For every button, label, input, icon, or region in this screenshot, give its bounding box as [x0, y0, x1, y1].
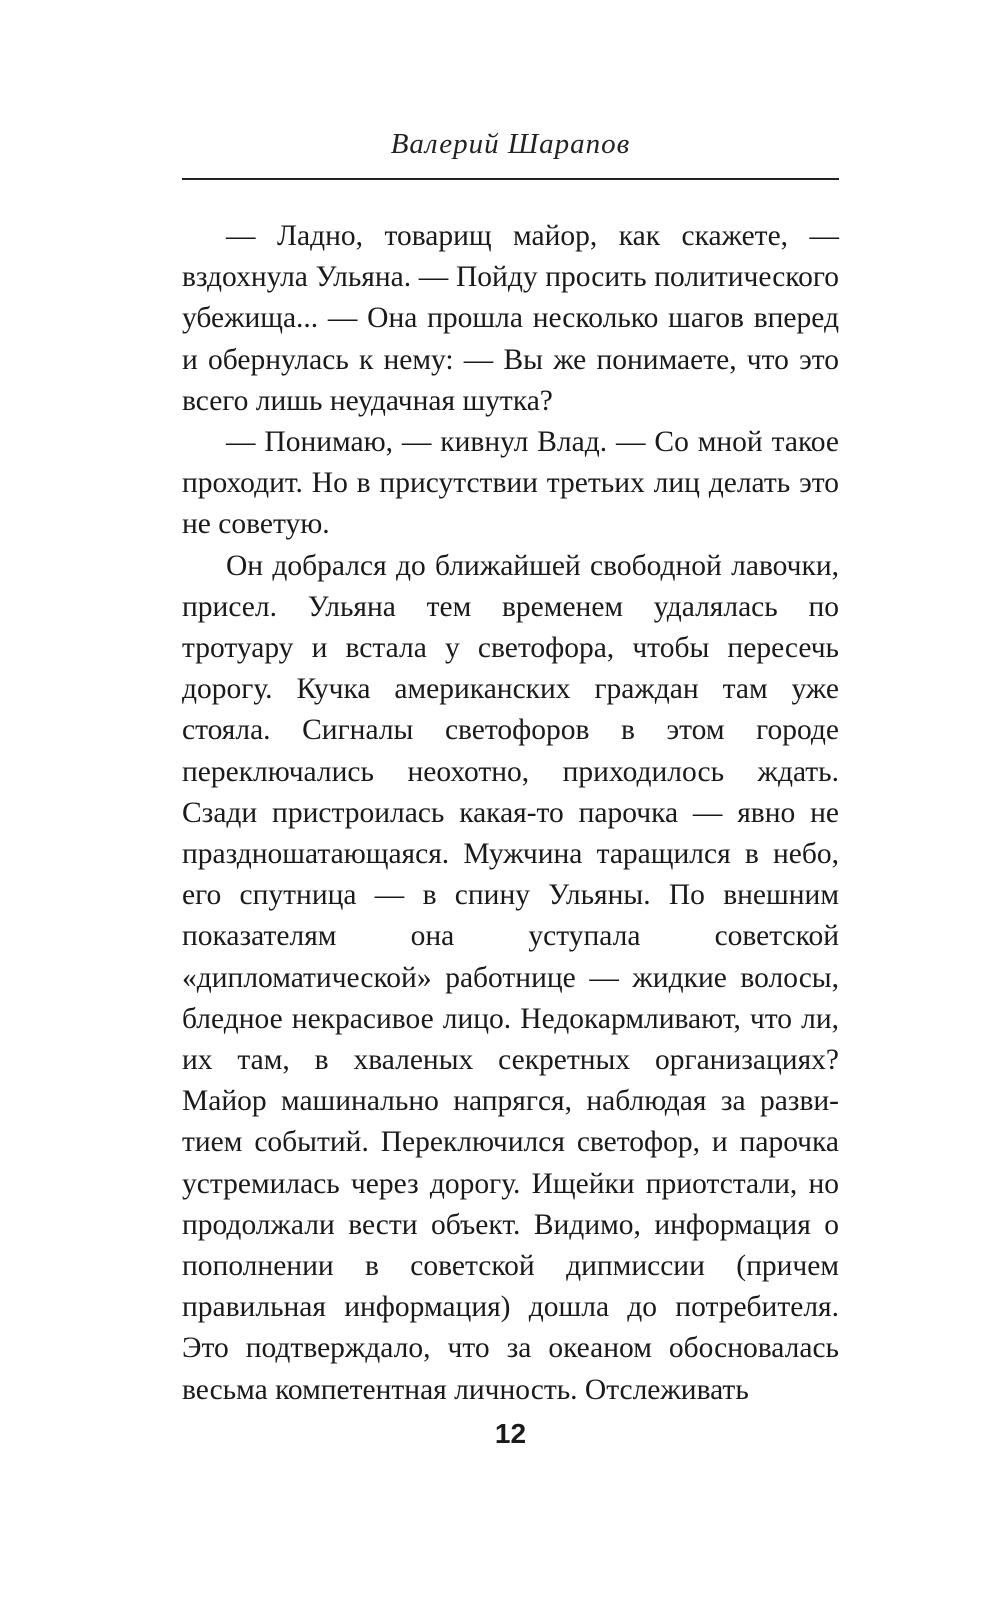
running-head-author: Валерий Шарапов	[390, 128, 631, 160]
paragraph: Он добрался до ближайшей свободной лавочки, присел. Ульяна тем временем удалялась по тротуару и встала у светофора, чтобы пересечь дорогу. Кучка американских граждан там уже стояла. Сигналы светофоров в этом городе переключались неохотно, приходилось ждать. Сзади пристроилась какая-то парочка — явно не праздношатающаяся. Мужчина таращился в небо, его спутница — в спину Ульяны. По внешним показателям она уступала советской «дипломатической» работнице — жидкие волосы, бледное некрасивое лицо. Недокармливают, что ли, их там, в хваленых секретных организациях? Майор машинально напрягся, наблюдая за развитием событий. Переключился светофор, и парочка устремилась через дорогу. Ищейки приотстали, но продолжали вести объект. Видимо, информация о пополнении в советской дипмиссии (причем правильная информация) дошла до потребителя. Это подтверждало, что за океаном обосновалась весьма компетентная личность. Отслеживать	[182, 549, 839, 1406]
header-rule	[182, 178, 839, 180]
page-number: 12	[494, 1418, 527, 1449]
paragraph: — Ладно, товарищ майор, как скажете, — вздохнула Ульяна. — Пойду просить политического убежища... — Она прошла несколько шагов вперед и обернулась к нему: — Вы же понимаете, что это всего лишь неудачная шутка?	[182, 220, 839, 417]
paragraph: — Понимаю, — кивнул Влад. — Со мной такое проходит. Но в присутствии третьих лиц делать это не советую.	[182, 426, 839, 541]
body-text	[182, 216, 839, 1411]
